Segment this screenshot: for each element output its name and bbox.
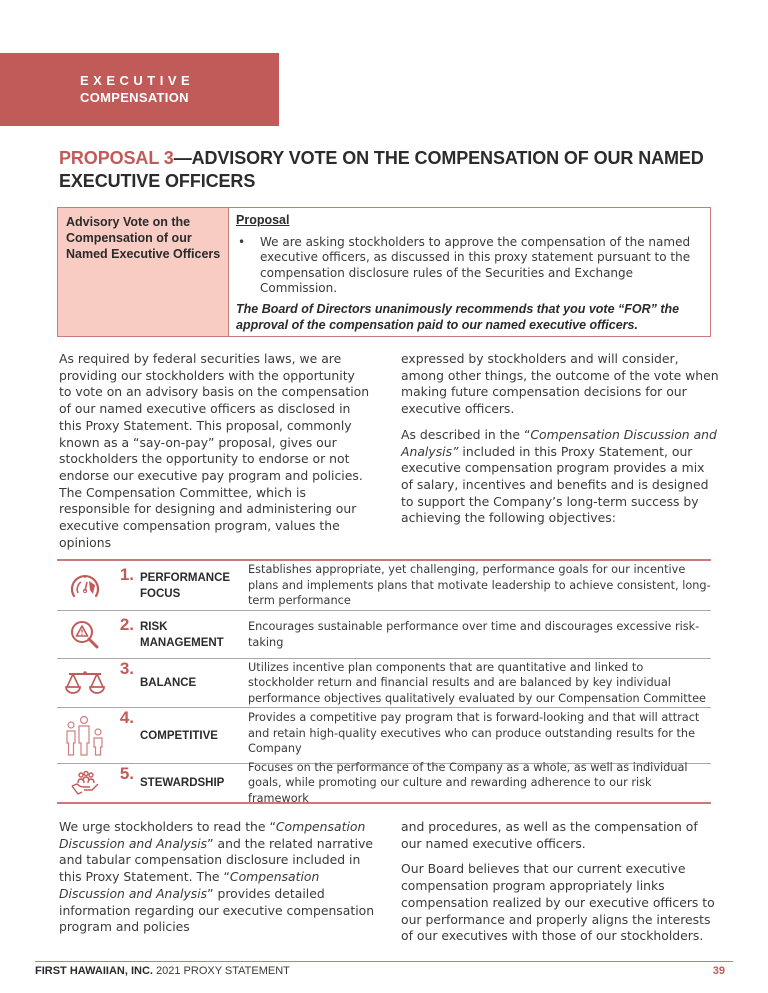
closing-paragraph-2: and procedures, as well as the compensation of our named executive officers. [401,819,698,851]
section-banner [0,53,279,126]
page-footer [35,961,733,981]
proposal-bullet-text: We are asking stockholders to approve the compensation of the named executive officers, as discussed in this proxy statement pursuant to the compensation disclosure rules of the Securities and Exchange Commission. [260,234,691,295]
objective-number: 2. [119,615,134,634]
objective-description: Establishes appropriate, yet challenging, performance goals for our incentive plans and implements plans that motivate leadership to achieve consistent, long-term performance [248,563,711,608]
intro-left-column [59,351,371,560]
objective-row [57,659,711,708]
closing-right-column [401,819,719,954]
objective-number: 4. [119,708,134,727]
proposal-heading: Proposal [236,213,290,227]
magnifier-warning-icon [57,619,112,651]
objective-number: 5. [119,764,134,783]
objective-number: 1. [119,565,134,584]
title-text: —ADVISORY VOTE ON THE COMPENSATION OF OUR NAMED EXECUTIVE OFFICERS [59,148,704,191]
closing-paragraph-3: Our Board believes that our current executive compensation program appropriately links compensation realized by our executive officers to our performance and properly aligns the interests of our executives with those of our stockholders. [401,861,715,944]
footer-title [35,965,290,981]
objective-description: Focuses on the performance of the Company as a whole, as well as individual goals, while promoting our culture and rewarding adherence to our risk framework [248,760,688,805]
document-name: 2021 PROXY STATEMENT [152,965,290,977]
banner-line-2: COMPENSATION [80,90,189,105]
intro-paragraph-3 [401,427,719,527]
bullet-marker: • [238,234,246,249]
objective-description: Utilizes incentive plan components that are quantitative and linked to stockholder return and financial results and are balanced by key individual performance objectives qualitatively evaluated by our Compensation Committee [248,660,707,705]
proposal-bullet [236,235,702,297]
text-span: included in this Proxy Statement, our executive compensation program provides a mix of salary, incentives and benefits and is designed to support the Company’s long-term success by achieving the following objectives: [401,443,709,526]
intro-paragraph: As required by federal securities laws, we are providing our stockholders with the opportunity to vote on an advisory basis on the compensation of our named executive officers as disclosed in this Proxy Statement. This proposal, commonly known as a “say-on-pay” proposal, gives our stockholders the opportunity to endorse or not endorse our executive pay program and policies. The Compensation Committee, which is responsible for designing and administering our executive compensation program, values the opinions [59,351,370,550]
objective-row [57,561,711,611]
objective-description: Provides a competitive pay program that is forward-looking and that will attract and retain high-quality executives who can produce outstanding results for the Company [248,711,700,755]
cda-reference: Compensation Discussion and Analysis [59,819,366,851]
text-span: ” provides detailed information regarding our executive compensation program and policies [59,885,375,935]
closing-left-column [59,819,377,945]
page-title [59,147,719,193]
text-span: ” and the related narrative and tabular compensation disclosure included in this Proxy Statement. The “ [59,835,374,885]
objective-row [57,760,711,805]
objective-label: BALANCE [140,677,197,689]
objective-row [57,611,711,659]
board-recommendation: The Board of Directors unanimously recommends that you vote “FOR” the approval of the compensation paid to our named executive officers. [236,301,680,332]
objective-label: COMPETITIVE [140,729,218,742]
objective-number: 3. [119,659,134,678]
company-name: FIRST HAWAIIAN, INC. [35,965,153,977]
hand-people-icon [57,770,112,796]
objective-label: STEWARDSHIP [140,777,225,789]
intro-paragraph-2: expressed by stockholders and will consider, among other things, the outcome of the vote when making future compensation decisions for our executive officers. [401,351,719,417]
proposal-number: PROPOSAL 3 [59,148,174,168]
objective-row [57,708,711,764]
proposal-box-heading: Advisory Vote on the Compensation of our Named Executive Officers [58,208,229,336]
cda-reference: Compensation Discussion and Analysis” [401,426,717,459]
people-group-icon [57,715,112,757]
objective-label: PERFORMANCE FOCUS [140,571,231,600]
page-number: 39 [712,965,725,977]
intro-right-column [401,351,719,536]
cda-reference: Compensation Discussion and Analysis [59,869,320,901]
closing-paragraph [59,819,377,936]
objective-description: Encourages sustainable performance over time and discourages excessive risk-taking [248,620,700,649]
proposal-box [57,207,711,337]
proposal-box-content [229,208,710,336]
objectives-table [57,559,711,804]
text-span: We urge stockholders to read the “ [59,819,276,834]
text-span: As described in the “ [401,426,531,442]
scales-icon [57,669,112,697]
banner-line-1: EXECUTIVE [80,73,195,88]
speedometer-icon [57,572,112,600]
objective-label: RISK MANAGEMENT [140,620,224,649]
